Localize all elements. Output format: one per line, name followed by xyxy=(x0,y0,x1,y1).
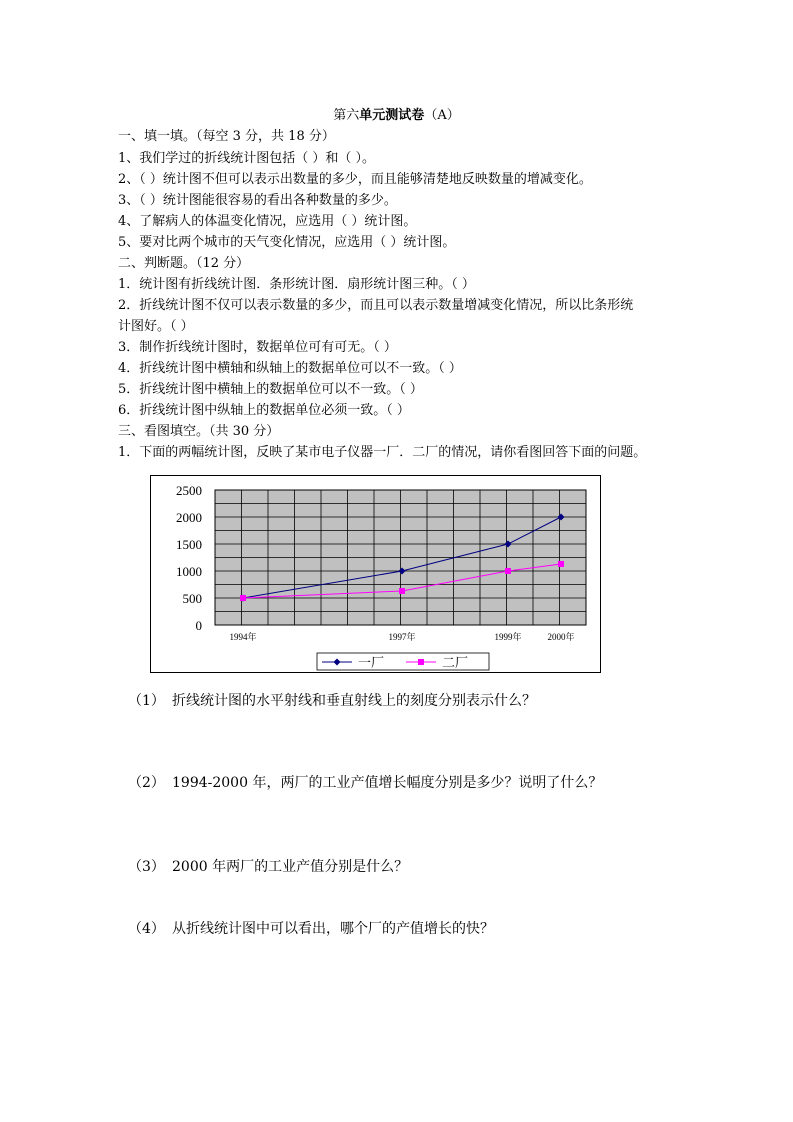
fill-question-2: 2、（ ）统计图不但可以表示出数量的多少，而且能够清楚地反映数量的增减变化。 xyxy=(118,172,592,187)
line-chart xyxy=(150,475,601,673)
question-2-number: （2） xyxy=(128,775,165,791)
judge-question-2-cont: 计图好。（ ） xyxy=(118,319,194,334)
section-2-heading: 二、判断题。（12 分） xyxy=(118,256,250,271)
x-tick-label: 1997年 xyxy=(388,632,416,642)
fill-question-3: 3、（ ）统计图能很容易的看出各种数量的多少。 xyxy=(118,193,397,208)
title-main: 单元测试卷 xyxy=(359,108,425,123)
legend-label: 二厂 xyxy=(442,656,469,671)
question-2 xyxy=(128,772,602,792)
fill-question-5: 5、要对比两个城市的天气变化情况，应选用（ ）统计图。 xyxy=(118,235,456,250)
data-point-square xyxy=(505,568,511,574)
y-tick-label: 2000 xyxy=(176,510,202,525)
y-tick-label: 2500 xyxy=(176,483,202,498)
title-suffix: （A） xyxy=(424,108,460,123)
judge-question-6: 6．折线统计图中纵轴上的数据单位必须一致。（ ） xyxy=(118,403,410,418)
fill-question-1: 1、我们学过的折线统计图包括（ ）和（ ）。 xyxy=(118,151,376,166)
judge-question-5: 5．折线统计图中横轴上的数据单位可以不一致。（ ） xyxy=(118,382,423,397)
data-point-square xyxy=(240,595,246,601)
question-1 xyxy=(128,690,536,710)
question-3-number: （3） xyxy=(128,859,165,875)
section-1-heading: 一、填一填。（每空 3 分，共 18 分） xyxy=(118,129,335,144)
judge-question-4: 4．折线统计图中横轴和纵轴上的数据单位可以不一致。（ ） xyxy=(118,361,462,376)
x-tick-label: 2000年 xyxy=(547,632,575,642)
x-tick-label: 1999年 xyxy=(494,632,522,642)
y-tick-label: 500 xyxy=(182,591,202,606)
question-4 xyxy=(128,918,494,938)
question-2-text: 1994-2000 年，两厂的工业产值增长幅度分别是多少？说明了什么？ xyxy=(172,775,603,791)
y-tick-label: 0 xyxy=(195,618,202,633)
judge-question-3: 3．制作折线统计图时，数据单位可有可无。（ ） xyxy=(118,340,397,355)
y-tick-label: 1000 xyxy=(176,564,202,579)
page-title xyxy=(0,104,793,123)
judge-question-2: 2．折线统计图不仅可以表示数量的多少，而且可以表示数量增减变化情况，所以比条形统 xyxy=(118,298,634,313)
judge-question-1: 1．统计图有折线统计图．条形统计图．扇形统计图三种。（ ） xyxy=(118,277,475,292)
question-4-number: （4） xyxy=(128,921,165,937)
question-3-text: 2000 年两厂的工业产值分别是什么？ xyxy=(172,859,409,875)
data-point-square xyxy=(558,561,564,567)
legend-marker-square xyxy=(418,659,424,665)
fill-question-4: 4、了解病人的体温变化情况，应选用（ ）统计图。 xyxy=(118,214,417,229)
question-3 xyxy=(128,856,408,876)
data-point-square xyxy=(399,588,405,594)
x-tick-label: 1994年 xyxy=(229,632,257,642)
chart-legend xyxy=(317,653,489,671)
y-tick-label: 1500 xyxy=(176,537,202,552)
question-1-number: （1） xyxy=(128,693,165,709)
section-3-heading: 三、看图填空。（共 30 分） xyxy=(118,424,280,439)
section-3-intro: 1．下面的两幅统计图，反映了某市电子仪器一厂．二厂的情况，请你看图回答下面的问题。 xyxy=(118,445,647,460)
title-prefix: 第六 xyxy=(333,108,360,123)
question-4-text: 从折线统计图中可以看出，哪个厂的产值增长的快？ xyxy=(172,921,494,937)
question-1-text: 折线统计图的水平射线和垂直射线上的刻度分别表示什么？ xyxy=(172,693,536,709)
legend-label: 一厂 xyxy=(358,656,385,671)
